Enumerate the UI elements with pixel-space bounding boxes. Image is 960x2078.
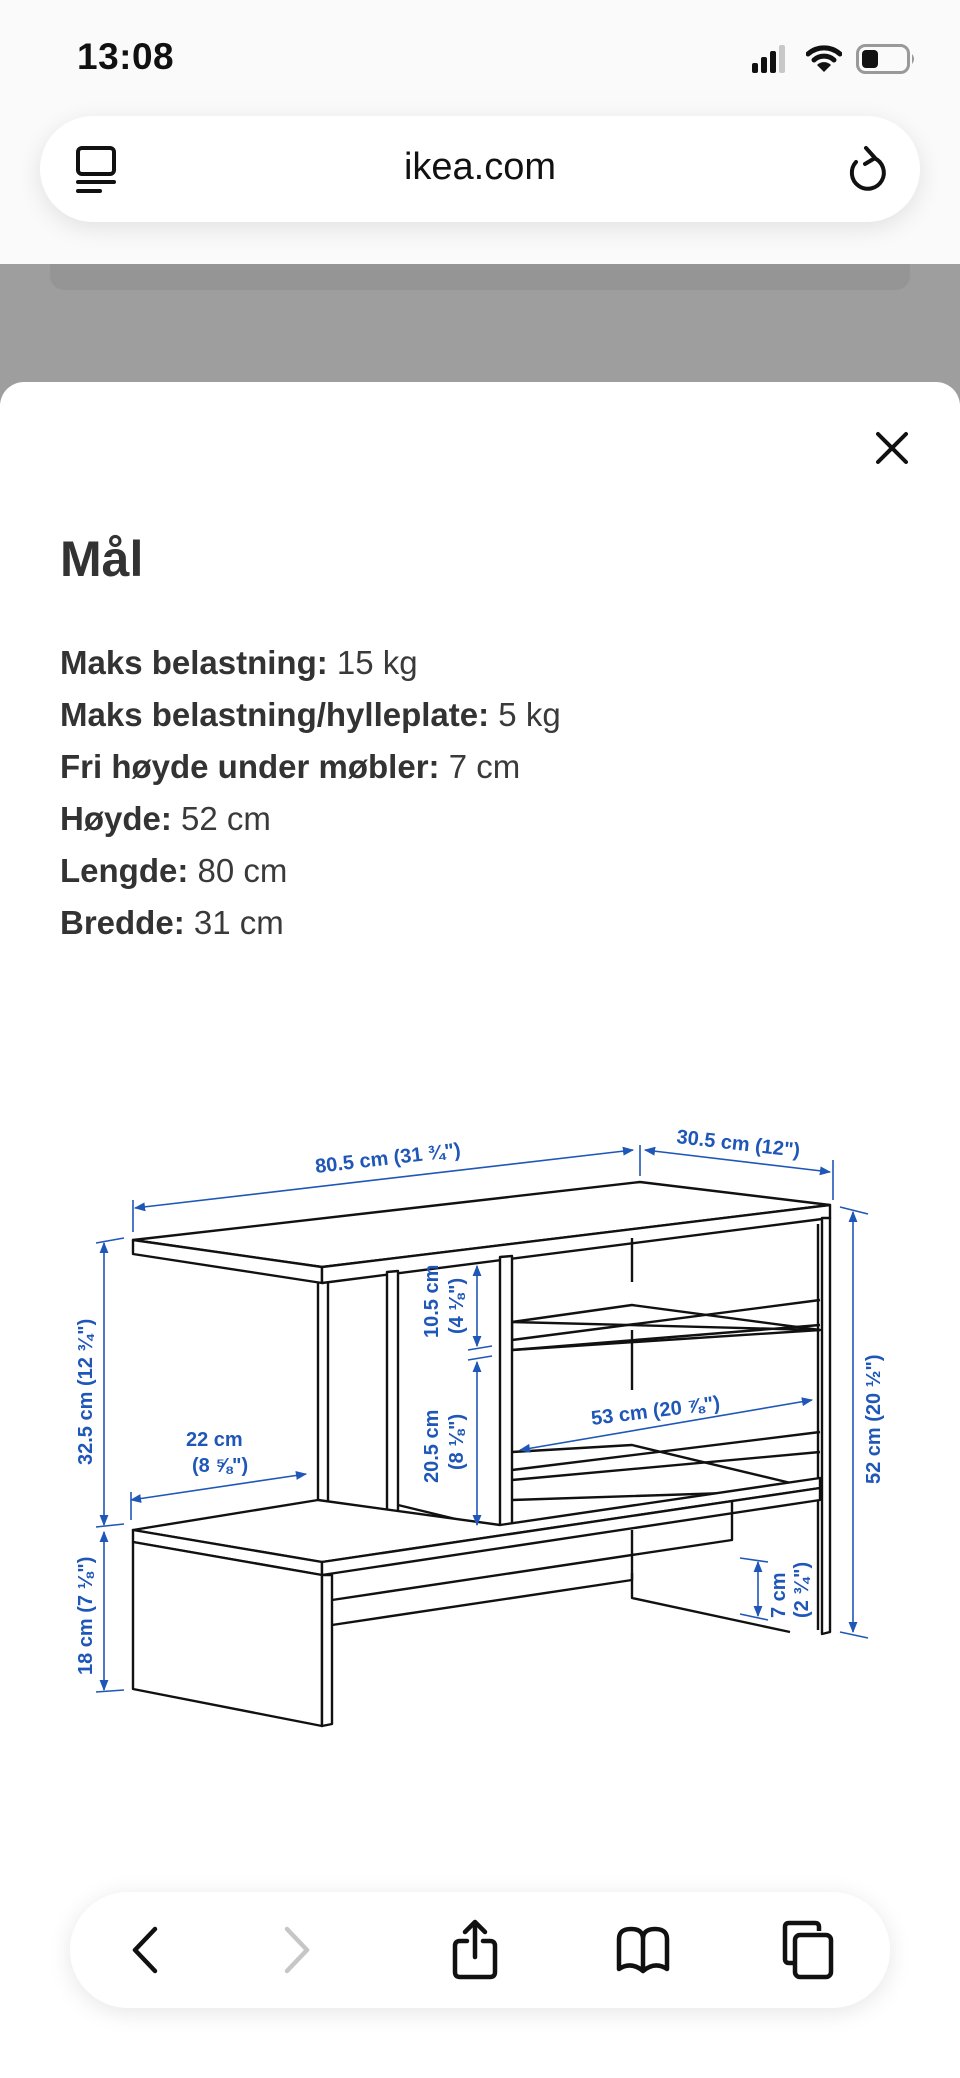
dim-mid-gap-cm: 20.5 cm bbox=[421, 1409, 443, 1483]
back-button[interactable] bbox=[114, 1920, 174, 1980]
tabs-icon bbox=[779, 1919, 837, 1981]
url-text[interactable]: ikea.com bbox=[403, 146, 557, 188]
battery-icon bbox=[856, 44, 916, 74]
dim-top-length: 80.5 cm (31 ¾") bbox=[314, 1139, 462, 1178]
dim-top-gap-in: (4 ⅛") bbox=[446, 1277, 468, 1334]
reload-icon[interactable] bbox=[844, 144, 890, 194]
chevron-right-icon bbox=[281, 1925, 315, 1975]
spec-label: Maks belastning/hylleplate: bbox=[60, 696, 490, 733]
spec-value: 52 cm bbox=[171, 800, 271, 837]
shelf-drawing bbox=[133, 1182, 830, 1726]
wifi-icon bbox=[806, 45, 842, 73]
dim-shelf-width: 53 cm (20 ⅞") bbox=[589, 1392, 722, 1430]
spec-row bbox=[60, 793, 561, 845]
cellular-signal-icon bbox=[752, 45, 792, 73]
dimension-diagram bbox=[0, 1100, 960, 1760]
forward-button[interactable] bbox=[268, 1920, 328, 1980]
dim-clearance-cm: 7 cm bbox=[768, 1572, 790, 1618]
address-bar[interactable] bbox=[40, 116, 920, 222]
spec-value: 7 cm bbox=[439, 748, 521, 785]
spec-row bbox=[60, 637, 561, 689]
spec-label: Maks belastning: bbox=[60, 644, 328, 681]
spec-label: Bredde: bbox=[60, 904, 185, 941]
spec-row bbox=[60, 741, 561, 793]
dim-top-gap-cm: 10.5 cm bbox=[421, 1264, 443, 1338]
browser-toolbar bbox=[70, 1892, 890, 2008]
spec-label: Høyde: bbox=[60, 800, 172, 837]
spec-row bbox=[60, 845, 561, 897]
dim-step-depth-cm: 22 cm bbox=[186, 1429, 243, 1451]
dim-total-height: 52 cm (20 ½") bbox=[863, 1354, 885, 1484]
background-card bbox=[50, 264, 910, 290]
book-icon bbox=[613, 1925, 673, 1975]
dim-lower-height: 18 cm (7 ⅛") bbox=[75, 1556, 97, 1675]
chevron-left-icon bbox=[127, 1925, 161, 1975]
spec-row bbox=[60, 689, 561, 741]
dim-top-depth: 30.5 cm (12") bbox=[675, 1126, 802, 1163]
modal-title: Mål bbox=[60, 531, 144, 587]
spec-value: 5 kg bbox=[489, 696, 561, 733]
tabs-button[interactable] bbox=[778, 1920, 838, 1980]
share-button[interactable] bbox=[445, 1920, 505, 1980]
spec-label: Fri høyde under møbler: bbox=[60, 748, 440, 785]
close-icon[interactable] bbox=[874, 430, 910, 466]
spec-row bbox=[60, 897, 561, 949]
status-bar bbox=[0, 0, 960, 110]
spec-list bbox=[60, 637, 561, 949]
spec-value: 80 cm bbox=[188, 852, 288, 889]
status-icons bbox=[752, 44, 916, 74]
dim-upper-height: 32.5 cm (12 ¾") bbox=[75, 1318, 97, 1465]
status-time: 13:08 bbox=[77, 36, 175, 77]
dim-clearance-in: (2 ¾") bbox=[791, 1561, 813, 1618]
spec-label: Lengde: bbox=[60, 852, 189, 889]
spec-value: 31 cm bbox=[184, 904, 284, 941]
share-icon bbox=[450, 1919, 500, 1981]
dim-step-depth-in: (8 ⅝") bbox=[192, 1455, 249, 1477]
spec-value: 15 kg bbox=[327, 644, 418, 681]
dim-mid-gap-in: (8 ⅛") bbox=[446, 1413, 468, 1470]
bookmarks-button[interactable] bbox=[613, 1920, 673, 1980]
